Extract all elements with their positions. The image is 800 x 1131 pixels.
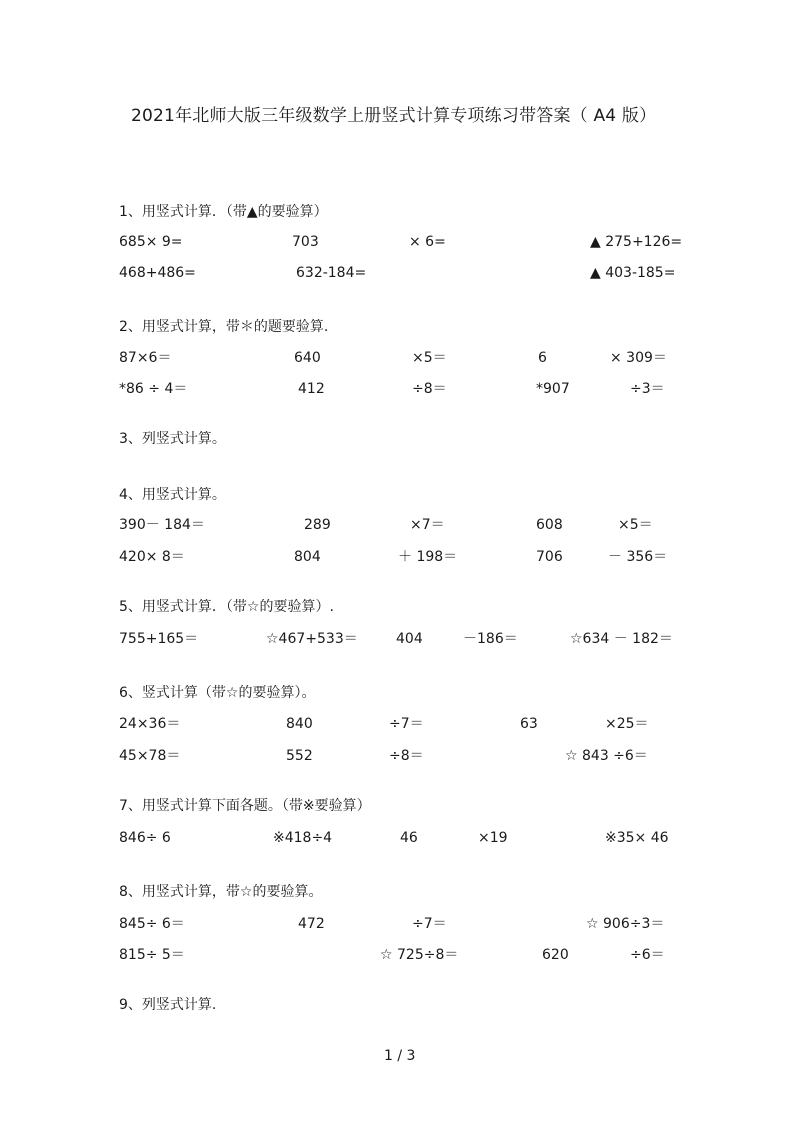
- problem: ▲ 275+126=: [590, 234, 683, 250]
- problem: 755+165＝: [119, 631, 199, 647]
- problem: 620: [542, 947, 569, 963]
- problem: 24×36＝: [119, 716, 181, 732]
- problem: －186＝: [463, 631, 518, 647]
- problem: 6: [538, 350, 547, 366]
- problem: 845÷ 6＝: [119, 916, 185, 932]
- problem: *907: [536, 381, 570, 397]
- problem: ☆ 906÷3＝: [586, 916, 665, 932]
- problem: 552: [286, 748, 313, 764]
- problem: 420× 8＝: [119, 549, 185, 565]
- problem: － 356＝: [608, 549, 668, 565]
- problem: ÷6＝: [630, 947, 665, 963]
- problem: ☆634 － 182＝: [570, 631, 673, 647]
- problem: ×5＝: [412, 350, 447, 366]
- problem: ÷7＝: [389, 716, 424, 732]
- problem: 815÷ 5＝: [119, 947, 185, 963]
- section-9-heading: 9、列竖式计算.: [119, 997, 217, 1013]
- problem: 45×78＝: [119, 748, 181, 764]
- problem: 468+486=: [119, 265, 196, 281]
- section-2-heading: 2、用竖式计算，带＊的题要验算.: [119, 319, 329, 335]
- problem: ÷7＝: [412, 916, 447, 932]
- problem: 632-184=: [296, 265, 367, 281]
- problem: 46: [400, 830, 418, 846]
- problem: 472: [298, 916, 325, 932]
- problem: ※418÷4: [273, 830, 333, 846]
- problem: × 6=: [409, 234, 446, 250]
- problem: ※35× 46: [605, 830, 669, 846]
- problem: ÷8＝: [412, 381, 447, 397]
- problem: ☆467+533＝: [266, 631, 358, 647]
- section-3-heading: 3、列竖式计算。: [119, 431, 226, 447]
- problem: ÷3＝: [630, 381, 665, 397]
- problem: ×7＝: [410, 517, 445, 533]
- problem: 804: [294, 549, 321, 565]
- problem: *86 ÷ 4＝: [119, 381, 188, 397]
- problem: ÷8＝: [389, 748, 424, 764]
- document-title: 2021年北师大版三年级数学上册竖式计算专项练习带答案（ A4 版）: [131, 106, 657, 126]
- problem: 846÷ 6: [119, 830, 171, 846]
- section-1-heading: 1、用竖式计算．（带▲的要验算）: [119, 204, 328, 220]
- problem: 840: [286, 716, 313, 732]
- section-7-heading: 7、用竖式计算下面各题。（带※要验算）: [119, 798, 371, 814]
- problem: ☆ 843 ÷6＝: [565, 748, 648, 764]
- page-number: 1 / 3: [384, 1048, 416, 1064]
- problem: ＋ 198＝: [398, 549, 458, 565]
- problem: 63: [520, 716, 538, 732]
- section-5-heading: 5、用竖式计算．（带☆的要验算）.: [119, 599, 334, 615]
- section-8-heading: 8、用竖式计算，带☆的要验算。: [119, 884, 323, 900]
- problem: × 309＝: [610, 350, 667, 366]
- section-4-heading: 4、用竖式计算。: [119, 487, 226, 503]
- problem: 390－ 184＝: [119, 517, 205, 533]
- problem: 703: [292, 234, 319, 250]
- problem: 404: [396, 631, 423, 647]
- problem: 289: [304, 517, 331, 533]
- problem: ×19: [478, 830, 508, 846]
- problem: ×5＝: [618, 517, 653, 533]
- section-6-heading: 6、竖式计算（带☆的要验算）。: [119, 685, 316, 701]
- problem: ×25＝: [605, 716, 649, 732]
- problem: 608: [536, 517, 563, 533]
- problem: 87×6＝: [119, 350, 172, 366]
- problem: ▲ 403-185=: [590, 265, 676, 281]
- problem: 685× 9=: [119, 234, 183, 250]
- problem: 706: [536, 549, 563, 565]
- problem: ☆ 725÷8＝: [380, 947, 459, 963]
- problem: 412: [298, 381, 325, 397]
- problem: 640: [294, 350, 321, 366]
